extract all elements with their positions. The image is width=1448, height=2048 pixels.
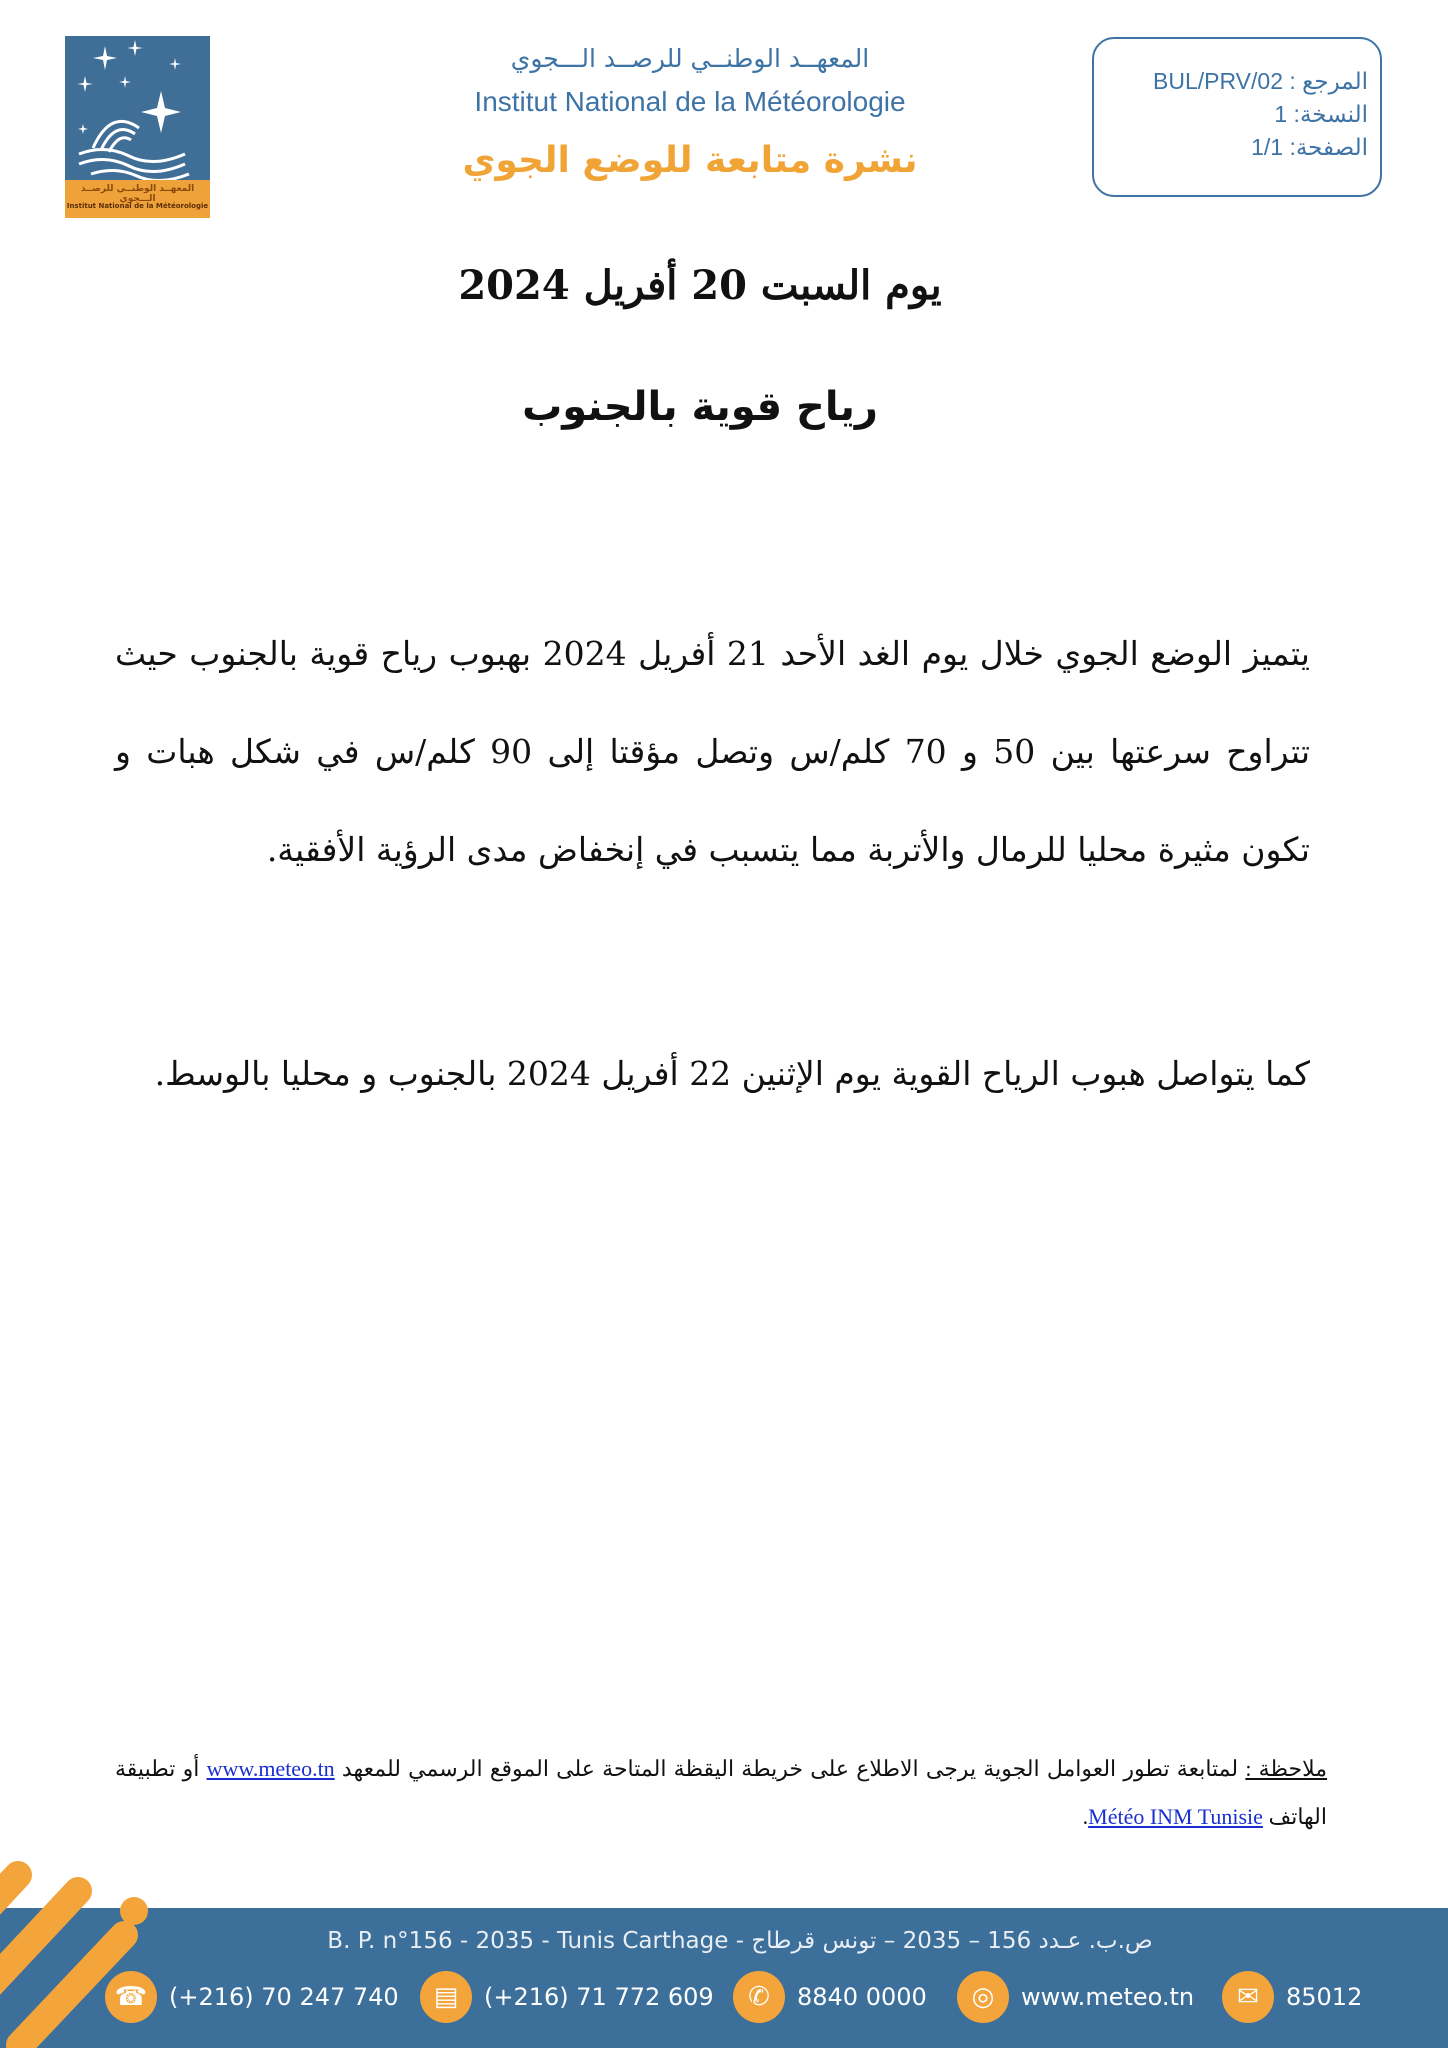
phone-icon: ☎: [105, 1971, 157, 2023]
contact-hotline: [733, 1970, 927, 2024]
bulletin-title: نشرة متابعة للوضع الجوي: [462, 140, 918, 181]
institute-logo: [65, 36, 210, 218]
note-end: .: [1082, 1804, 1089, 1829]
note: [115, 1745, 1327, 1841]
contact-fax: [420, 1970, 714, 2024]
contact-phone: [105, 1970, 399, 2024]
institute-name-ar: المعهــد الوطنــي للرصــد الـــجوي: [510, 44, 870, 73]
logo-text-fr: Institut National de la Météorologie: [66, 202, 209, 210]
hotline-icon: ✆: [733, 1971, 785, 2023]
reference-version: النسخة: 1: [1274, 101, 1368, 127]
note-text: لمتابعة تطور العوامل الجوية يرجى الاطلاع على خريطة اليقظة المتاحة على الموقع الرسمي للمعهد: [341, 1756, 1239, 1781]
reference-code: المرجع : BUL/PRV/02: [1153, 68, 1368, 94]
contact-fax-value: (+216) 71 772 609: [484, 1983, 714, 2011]
reference-page: الصفحة: 1/1: [1251, 134, 1368, 160]
note-label: ملاحظة :: [1245, 1756, 1328, 1781]
contact-phone-value: (+216) 70 247 740: [169, 1983, 399, 2011]
contact-website-value[interactable]: www.meteo.tn: [1021, 1983, 1195, 2011]
logo-text-ar: المعهــد الوطنــي للرصــد الـــجوي: [80, 184, 195, 204]
logo-emblem-icon: [65, 36, 210, 180]
note-text-middle: أو تطبيقة الهاتف: [115, 1756, 1327, 1829]
paragraph-1: يتميز الوضع الجوي خلال يوم الغد الأحد 21 أفريل 2024 بهبوب رياح قوية بالجنوب حيث تتراوح سرعتها بين 50 و 70 كلم/س وتصل مؤقتا إلى 90 كلم/س في شكل هبات و تكون مثيرة محليا للرمال والأتربة مما يتسبب في إنخفاض مدى الرؤية الأفقية.: [115, 634, 1311, 869]
bulletin-date: يوم السبت 20 أفريل 2024: [458, 262, 942, 309]
institute-name-fr: Institut National de la Météorologie: [474, 86, 906, 117]
contact-sms: [1222, 1970, 1362, 2024]
website-link[interactable]: www.meteo.tn: [206, 1756, 335, 1781]
logo-band: [65, 180, 210, 218]
sms-icon: ✉: [1222, 1971, 1274, 2023]
contact-hotline-value: 8840 0000: [797, 1983, 927, 2011]
app-link[interactable]: Météo INM Tunisie: [1088, 1804, 1263, 1829]
contact-website: [957, 1970, 1194, 2024]
globe-icon: ◎: [957, 1971, 1009, 2023]
footer-address: B. P. n°156 - 2035 - Tunis Carthage - ص.ب. عـدد 156 – 2035 – تونس قرطاج: [327, 1928, 1153, 1954]
page-title: رياح قوية بالجنوب: [522, 384, 878, 430]
paragraph-2: كما يتواصل هبوب الرياح القوية يوم الإثنين 22 أفريل 2024 بالجنوب و محليا بالوسط.: [154, 1054, 1310, 1093]
contact-sms-value: 85012: [1286, 1983, 1363, 2011]
fax-icon: ▤: [420, 1971, 472, 2023]
